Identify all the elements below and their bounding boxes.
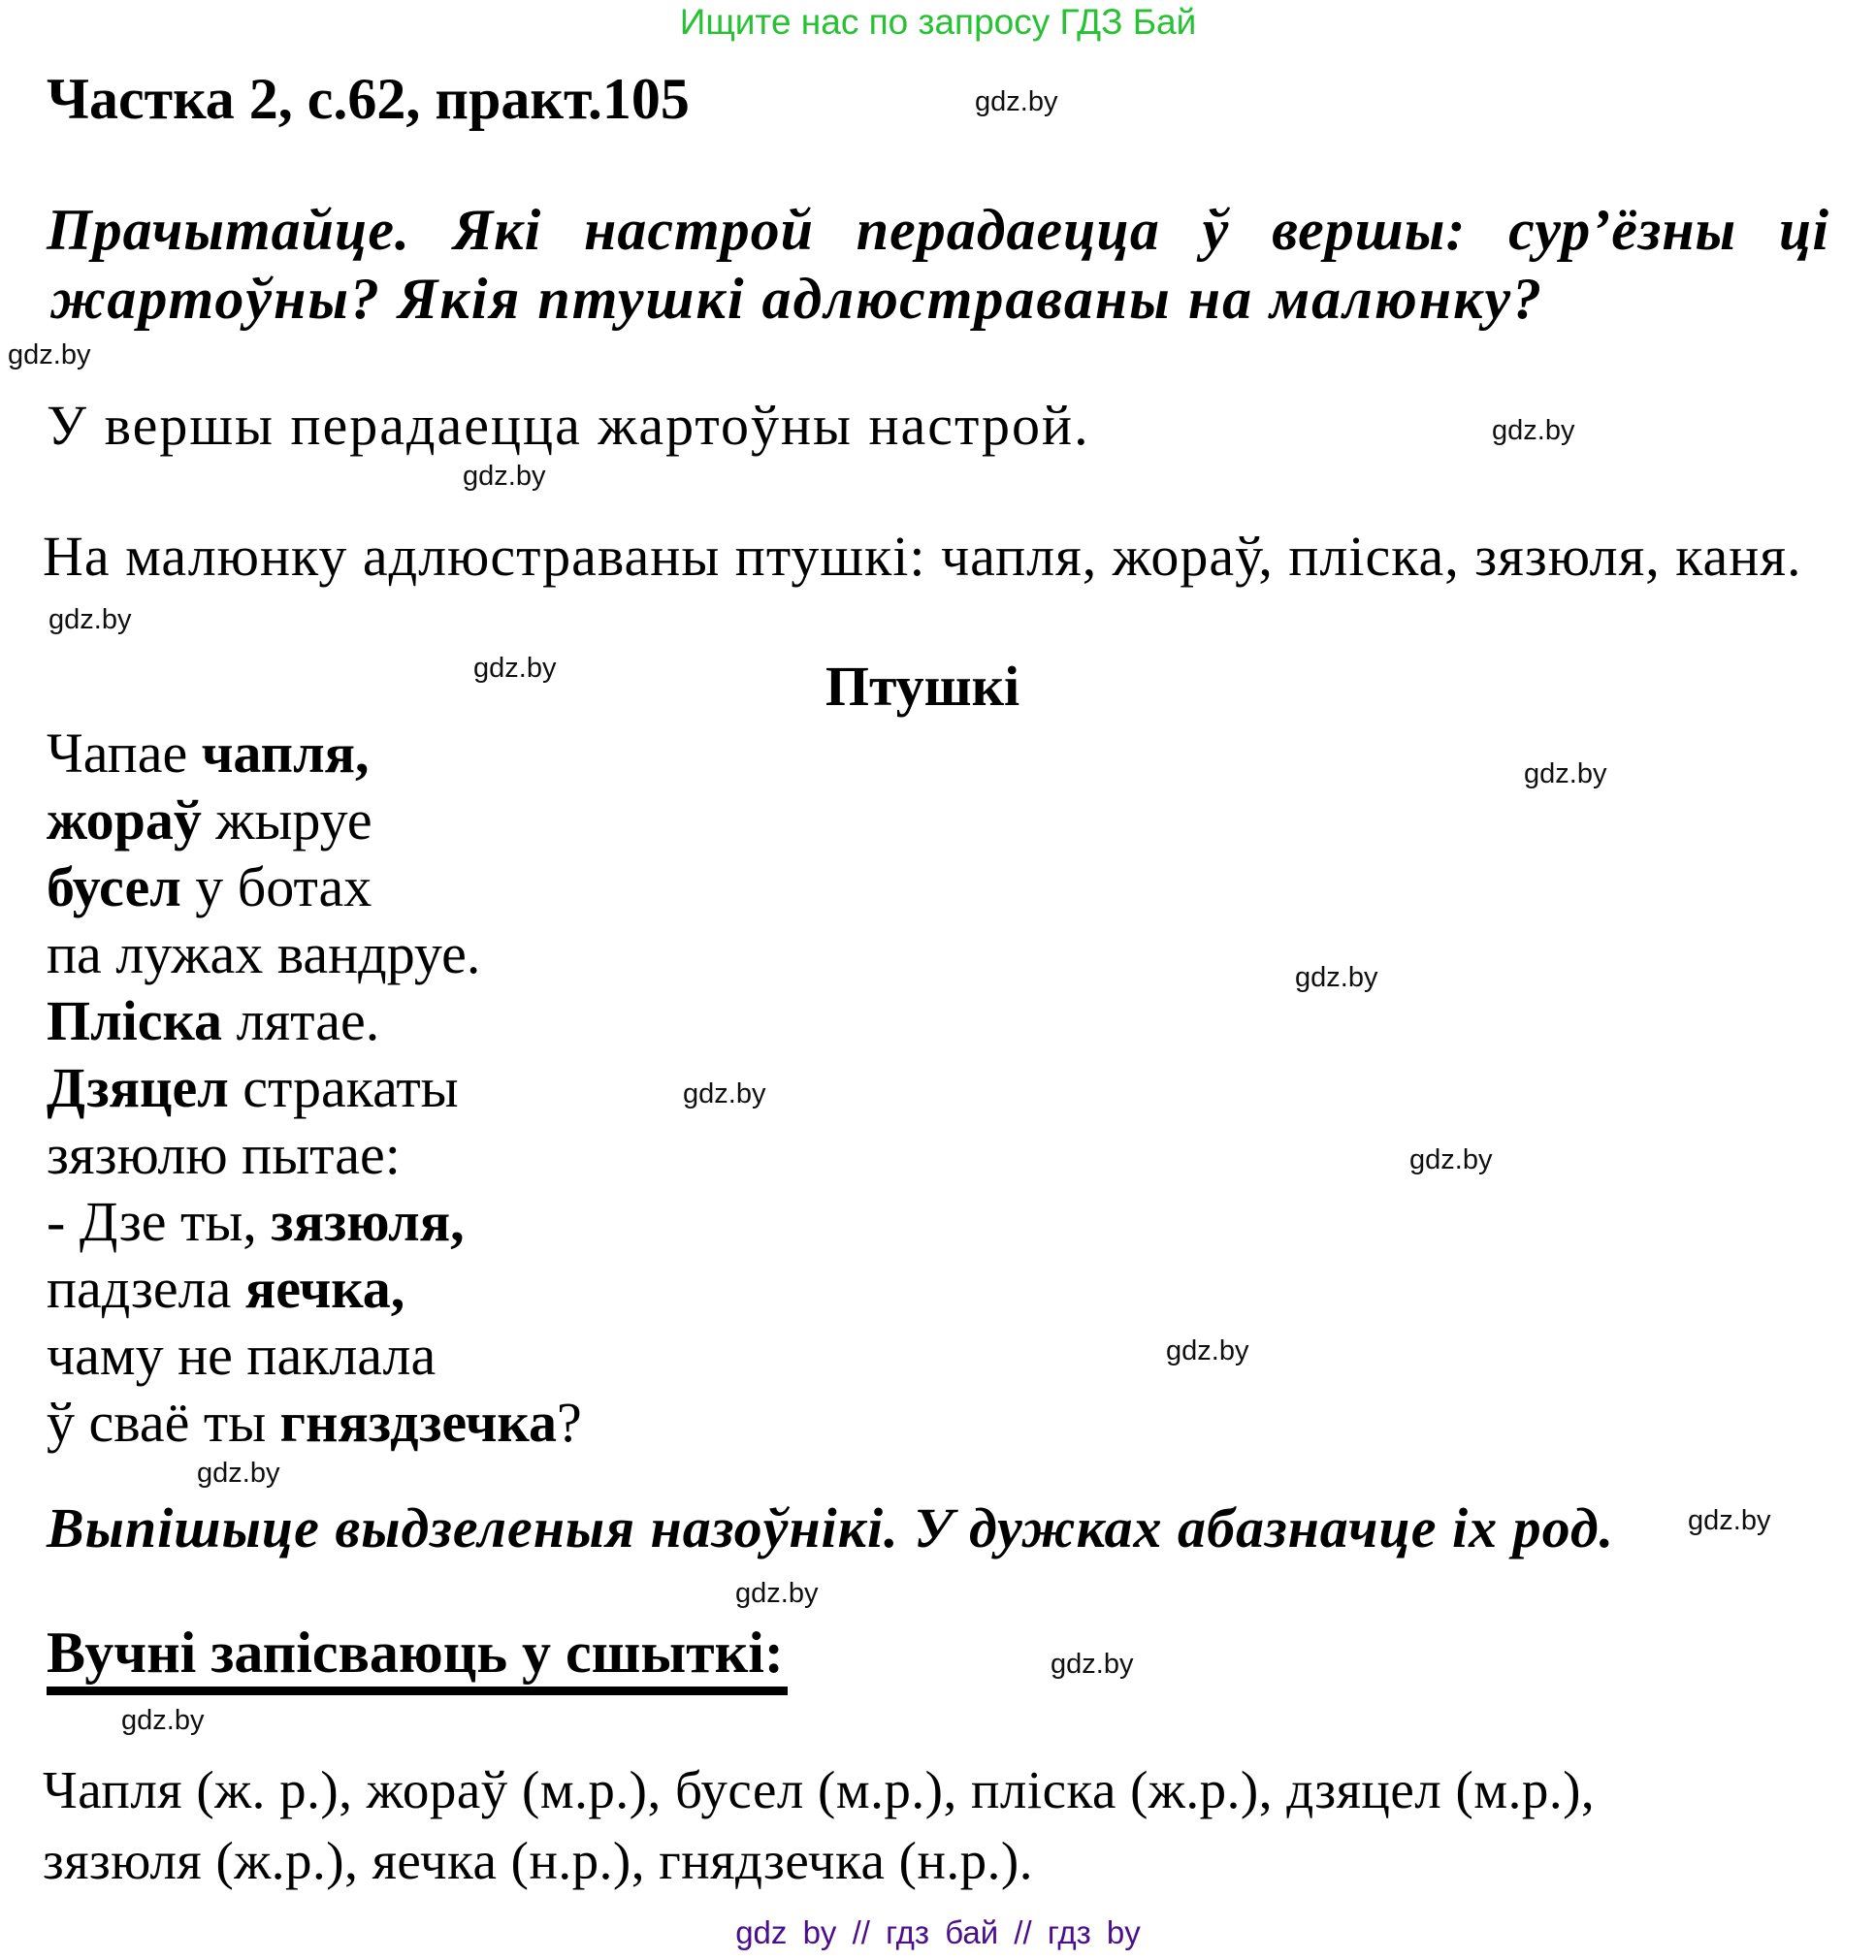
notebook-subheading: Вучні запісваюць у сшыткі: bbox=[47, 1619, 788, 1695]
poem-text: жыруе bbox=[201, 788, 372, 851]
poem-line bbox=[47, 987, 582, 1054]
poem-line bbox=[47, 1255, 582, 1322]
highlighted-noun: Дзяцел bbox=[47, 1056, 229, 1119]
gdz-watermark: gdz.by bbox=[197, 1458, 280, 1489]
gdz-watermark: gdz.by bbox=[1295, 962, 1378, 993]
highlighted-noun: чапля, bbox=[201, 722, 370, 785]
gdz-watermark: gdz.by bbox=[1051, 1649, 1134, 1680]
poem bbox=[47, 720, 582, 1456]
highlighted-noun: Пліска bbox=[47, 989, 223, 1052]
poem-text: ? bbox=[556, 1391, 582, 1454]
gdz-watermark: gdz.by bbox=[473, 653, 557, 684]
footer-watermark: gdz by // гдз бай // гдз by bbox=[735, 1914, 1141, 1950]
gdz-watermark: gdz.by bbox=[1688, 1505, 1771, 1536]
highlighted-noun: бусел bbox=[47, 855, 181, 918]
poem-line bbox=[47, 1389, 582, 1456]
gdz-watermark: gdz.by bbox=[121, 1705, 205, 1736]
poem-text: Чапае bbox=[47, 722, 202, 785]
exercise-question-line1: Прачытайце. Які настрой перадаецца ў вершы: сур’ёзны ці bbox=[47, 198, 1829, 262]
exercise-question-line2: жартоўны? Якія птушкі адлюстраваны на малюнку? bbox=[50, 267, 1544, 331]
poem-line bbox=[47, 787, 582, 853]
result-line2: зязюля (ж.р.), яечка (н.р.), гнядзечка (н.р.). bbox=[43, 1831, 1033, 1890]
poem-line bbox=[47, 1054, 582, 1121]
gdz-watermark: gdz.by bbox=[1409, 1144, 1493, 1175]
exercise-instruction: Выпішыце выдзеленыя назоўнікі. У дужках абазначце іх род. bbox=[47, 1496, 1615, 1559]
answer-mood: У вершы перадаецца жартоўны настрой. bbox=[47, 394, 1090, 457]
gdz-watermark: gdz.by bbox=[1492, 415, 1575, 446]
poem-line bbox=[47, 1121, 582, 1188]
poem-line bbox=[47, 853, 582, 920]
poem-line bbox=[47, 920, 582, 987]
poem-text: чаму не паклала bbox=[47, 1324, 437, 1387]
poem-text: лятае. bbox=[222, 989, 380, 1052]
highlighted-noun: яечка, bbox=[244, 1257, 405, 1320]
result-line1: Чапля (ж. р.), жораў (м.р.), бусел (м.р.), пліска (ж.р.), дзяцел (м.р.), bbox=[43, 1760, 1596, 1819]
poem-line bbox=[47, 720, 582, 787]
gdz-watermark: gdz.by bbox=[975, 86, 1058, 117]
poem-text: па лужах вандруе. bbox=[47, 922, 481, 985]
poem-text: ў сваё ты bbox=[47, 1391, 280, 1454]
poem-text: падзела bbox=[47, 1257, 245, 1320]
answer-birds: На малюнку адлюстраваны птушкі: чапля, жораў, пліска, зязюля, каня. bbox=[43, 525, 1802, 588]
highlighted-noun: гняздзечка bbox=[279, 1391, 557, 1454]
gdz-watermark: gdz.by bbox=[8, 339, 91, 370]
highlighted-noun: жораў bbox=[47, 788, 202, 851]
gdz-watermark: gdz.by bbox=[1524, 758, 1607, 789]
poem-text: зязюлю пытае: bbox=[47, 1123, 401, 1186]
page-title: Частка 2, с.62, практ.105 bbox=[47, 67, 690, 131]
poem-text: у ботах bbox=[180, 855, 372, 918]
highlighted-noun: зязюля, bbox=[271, 1190, 465, 1253]
gdz-watermark: gdz.by bbox=[735, 1578, 819, 1609]
poem-title: Птушкі bbox=[825, 655, 1020, 718]
promo-banner: Ищите нас по запросу ГДЗ Бай bbox=[679, 2, 1197, 42]
gdz-watermark: gdz.by bbox=[683, 1078, 766, 1109]
poem-line bbox=[47, 1322, 582, 1389]
poem-line bbox=[47, 1188, 582, 1255]
poem-text: - Дзе ты, bbox=[47, 1190, 272, 1253]
gdz-watermark: gdz.by bbox=[49, 604, 132, 635]
gdz-watermark: gdz.by bbox=[1166, 1335, 1249, 1366]
gdz-watermark: gdz.by bbox=[463, 461, 546, 492]
poem-text: стракаты bbox=[228, 1056, 459, 1119]
